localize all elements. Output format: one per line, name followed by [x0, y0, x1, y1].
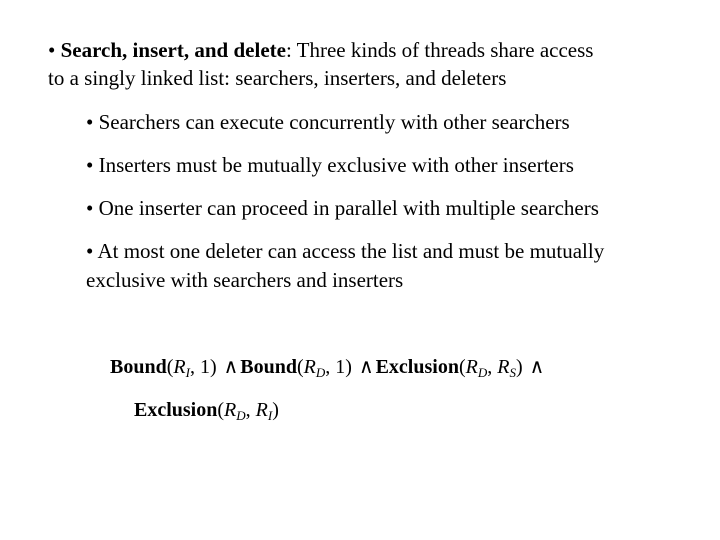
var-r: R: [224, 399, 237, 421]
bound-value: 1: [199, 356, 210, 378]
bullet-item-searchers: • Searchers can execute concurrently with other searchers: [86, 110, 570, 134]
sub-i: I: [185, 365, 190, 380]
var-r: R: [465, 356, 478, 378]
bullet-item-parallel: • One inserter can proceed in parallel with multiple searchers: [86, 196, 599, 220]
bullet-item-deleter: • At most one deleter can access the list and must be mutually exclusive with searchers and inserters: [86, 239, 605, 292]
sub-s: S: [509, 365, 516, 380]
and-operator: ∧: [529, 356, 545, 378]
bound-fn: Bound: [240, 356, 297, 378]
intro-heading: Search, insert, and delete: [60, 38, 286, 62]
bound-fn: Bound: [110, 356, 167, 378]
var-r: R: [173, 356, 186, 378]
sub-d: D: [315, 365, 326, 380]
intro-bullet: •: [48, 38, 56, 62]
intro-paragraph: [48, 36, 688, 92]
and-operator: ∧: [223, 356, 239, 378]
exclusion-fn: Exclusion: [375, 356, 459, 378]
sub-d: D: [477, 365, 488, 380]
and-operator: ∧: [358, 356, 374, 378]
sub-i: I: [267, 408, 273, 423]
formula-line1: $Bound(R_I$, 1) ∧ $Bound(R_D$, 1) ∧ $Exclusion(R_D$, $R_S$) ∧: [110, 356, 545, 380]
intro-line2: to a singly linked list: searchers, inserters, and deleters: [48, 66, 507, 90]
intro-line1: : Three kinds of threads share access: [285, 38, 594, 62]
bullet-item-inserters: • Inserters must be mutually exclusive with other inserters: [86, 153, 574, 177]
bullet-list: [86, 108, 686, 309]
var-r: R: [303, 356, 316, 378]
formula-line2: $Exclusion(R_D$, $R_I$): [134, 399, 279, 423]
bound-value: 1: [335, 356, 346, 378]
var-r: R: [497, 356, 510, 378]
var-r: R: [255, 399, 268, 421]
sub-d: D: [236, 408, 246, 423]
exclusion-fn: Exclusion: [134, 399, 218, 421]
